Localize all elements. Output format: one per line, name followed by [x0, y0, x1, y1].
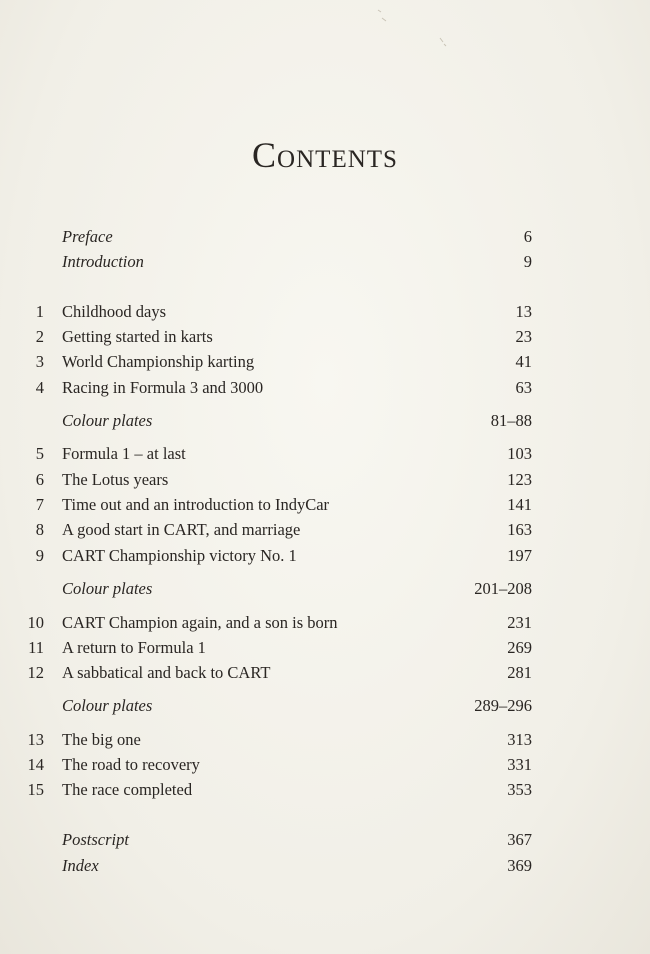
page-number: 289–296	[474, 696, 532, 715]
page-number: 123	[507, 470, 532, 489]
toc-entry	[0, 853, 650, 878]
entry-title: A return to Formula 1	[62, 638, 206, 657]
entry-title: Index	[62, 856, 99, 875]
entry-title: Colour plates	[62, 411, 153, 430]
toc-entry	[0, 610, 650, 635]
chapter-number: 9	[35, 546, 44, 565]
chapter-number: 5	[35, 444, 44, 463]
page-number: 6	[523, 227, 532, 246]
page-number: 9	[523, 252, 532, 271]
toc-entry	[0, 777, 650, 802]
toc-entry	[0, 224, 650, 249]
entry-title: CART Champion again, and a son is born	[62, 613, 338, 632]
chapter-number: 2	[35, 327, 44, 346]
entry-title: Preface	[62, 227, 113, 246]
chapter-number: 10	[27, 613, 44, 632]
page-number: 331	[507, 755, 532, 774]
chapter-number: 12	[27, 663, 44, 682]
toc-entry	[0, 576, 650, 601]
toc-entry	[0, 752, 650, 777]
chapter-number: 11	[28, 638, 44, 657]
toc-entry	[0, 517, 650, 542]
page-number: 369	[507, 856, 532, 875]
toc-entry	[0, 249, 650, 274]
entry-title: Postscript	[62, 830, 129, 849]
entry-title: Getting started in karts	[62, 327, 213, 346]
page-number: 313	[507, 730, 532, 749]
paper-specks	[360, 0, 480, 60]
entry-title: Colour plates	[62, 579, 153, 598]
page-number: 269	[507, 638, 532, 657]
page-number: 103	[507, 444, 532, 463]
entry-title: Formula 1 – at last	[62, 444, 186, 463]
page-number: 353	[507, 780, 532, 799]
page-number: 13	[515, 302, 532, 321]
entry-title: Introduction	[62, 252, 144, 271]
page-number: 197	[507, 546, 532, 565]
toc-entry	[0, 467, 650, 492]
toc-entry	[0, 727, 650, 752]
chapter-number: 4	[35, 378, 44, 397]
toc-entry	[0, 299, 650, 324]
toc-entry	[0, 492, 650, 517]
entry-title: Time out and an introduction to IndyCar	[62, 495, 330, 514]
chapter-number: 8	[35, 520, 44, 539]
toc-entry	[0, 660, 650, 685]
chapter-number: 1	[35, 302, 44, 321]
page-number: 201–208	[474, 579, 532, 598]
page-number: 163	[507, 520, 532, 539]
entry-title: A sabbatical and back to CART	[62, 663, 271, 682]
toc-entry	[0, 349, 650, 374]
toc-entry	[0, 543, 650, 568]
entry-title: The race completed	[62, 780, 193, 799]
chapter-number: 6	[35, 470, 44, 489]
page-number: 281	[507, 663, 532, 682]
page-number: 231	[507, 613, 532, 632]
toc-entry	[0, 693, 650, 718]
toc-entry	[0, 408, 650, 433]
entry-title: CART Championship victory No. 1	[62, 546, 297, 565]
chapter-number: 7	[35, 495, 44, 514]
chapter-number: 13	[27, 730, 44, 749]
chapter-number: 15	[27, 780, 44, 799]
entry-title: Childhood days	[62, 302, 167, 321]
page-number: 81–88	[490, 411, 532, 430]
entry-title: Colour plates	[62, 696, 153, 715]
entry-title: World Championship karting	[62, 352, 255, 371]
chapter-number: 3	[35, 352, 44, 371]
toc-entry	[0, 441, 650, 466]
entry-title: Racing in Formula 3 and 3000	[62, 378, 264, 397]
entry-title: A good start in CART, and marriage	[62, 520, 301, 539]
toc-entry	[0, 635, 650, 660]
entry-title: The road to recovery	[62, 755, 200, 774]
title-text: Contents	[252, 135, 398, 175]
chapter-number: 14	[27, 755, 44, 774]
page-number: 23	[515, 327, 532, 346]
toc-entry	[0, 827, 650, 852]
entry-title: The Lotus years	[62, 470, 169, 489]
entry-title: The big one	[62, 730, 141, 749]
page-number: 367	[507, 830, 532, 849]
page-number: 41	[515, 352, 532, 371]
toc-entry	[0, 375, 650, 400]
page-number: 141	[507, 495, 532, 514]
page-title	[0, 134, 650, 176]
toc-entry	[0, 324, 650, 349]
page-number: 63	[515, 378, 532, 397]
